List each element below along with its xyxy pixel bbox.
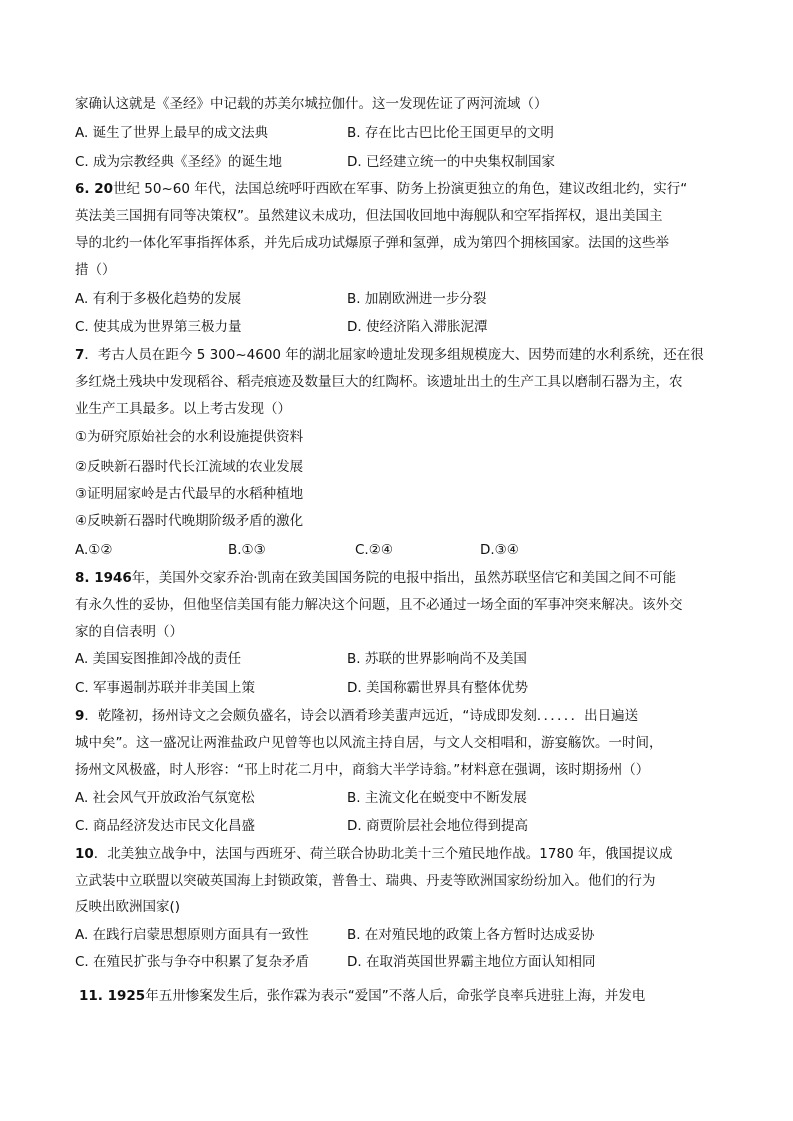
q10-stem-line-2: 立武装中立联盟以突破英国海上封锁政策，普鲁士、瑞典、丹麦等欧洲国家纷纷加入。他们的行为 xyxy=(75,873,656,889)
q10-number: 10 xyxy=(75,846,94,862)
q7-statement-1: ①为研究原始社会的水利设施提供资料 xyxy=(75,429,304,445)
q10-option-b: B. 在对殖民地的政策上各方暂时达成妥协 xyxy=(347,927,595,943)
q9-option-b: B. 主流文化在蜕变中不断发展 xyxy=(347,790,527,806)
q9-stem-line-3: 扬州文风极盛，时人形容：“邗上时花二月中，商翁大半学诗翁。”材料意在强调，该时期扬州（） xyxy=(75,762,650,778)
q7-option-a: A.①② xyxy=(75,542,113,558)
q6-option-b: B. 加剧欧洲进一步分裂 xyxy=(347,291,487,307)
q7-statement-4: ④反映新石器时代晚期阶级矛盾的激化 xyxy=(75,513,304,529)
q7-statement-3: ③证明屈家岭是古代最早的水稻种植地 xyxy=(75,486,304,502)
q8-number: 8. 1946 xyxy=(75,570,132,586)
q11-stem-line-1: 11. 1925年五卅惨案发生后，张作霖为表示“爱国”不落人后，命张学良率兵进驻上海，并发电 xyxy=(79,988,646,1004)
q9-number: 9 xyxy=(75,708,85,724)
q6-stem-line-4: 措（） xyxy=(75,262,116,278)
q8-stem-line-2: 有永久性的妥协，但他坚信美国有能力解决这个问题，且不必通过一场全面的军事冲突来解决。该外交 xyxy=(75,597,683,613)
q7-option-b: B.①③ xyxy=(228,542,266,558)
q7-option-c: C.②④ xyxy=(355,542,393,558)
q6-number: 6. 20 xyxy=(75,181,114,197)
q8-option-a: A. 美国妄图推卸冷战的责任 xyxy=(75,651,242,667)
q5-option-c: C. 成为宗教经典《圣经》的诞生地 xyxy=(75,154,283,170)
q5-option-a: A. 诞生了世界上最早的成文法典 xyxy=(75,125,269,141)
q7-statement-2: ②反映新石器时代长江流域的农业发展 xyxy=(75,459,304,475)
q7-stem-line-1: 7．考古人员在距今 5 300~4600 年的湖北屈家岭遗址发现多组规模庞大、因势而建的水利系统，还在很 xyxy=(75,347,704,363)
q8-option-d: D. 美国称霸世界具有整体优势 xyxy=(347,680,528,696)
q10-option-d: D. 在取消英国世界霸主地位方面认知相同 xyxy=(347,954,596,970)
q8-option-b: B. 苏联的世界影响尚不及美国 xyxy=(347,651,527,667)
q6-option-a: A. 有利于多极化趋势的发展 xyxy=(75,291,242,307)
q6-stem-line-3: 导的北约一体化军事指挥体系，并先后成功试爆原子弹和氢弹，成为第四个拥核国家。法国的这些举 xyxy=(75,235,669,251)
q8-stem-line-1: 8. 1946年，美国外交家乔治·凯南在致美国国务院的电报中指出，虽然苏联坚信它和美国之间不可能 xyxy=(75,570,677,586)
q5-option-b: B. 存在比古巴比伦王国更早的文明 xyxy=(347,125,554,141)
q10-option-a: A. 在践行启蒙思想原则方面具有一致性 xyxy=(75,927,309,943)
q9-stem-line-1: 9．乾隆初，扬州诗文之会颇负盛名，诗会以酒肴珍美蜚声远近，“诗成即发刻．．．．．．出日遍送 xyxy=(75,708,639,724)
q7-number: 7 xyxy=(75,347,85,363)
q6-option-d: D. 使经济陷入滞胀泥潭 xyxy=(347,319,488,335)
q9-option-d: D. 商贾阶层社会地位得到提高 xyxy=(347,818,528,834)
q11-number: 11. 1925 xyxy=(79,988,146,1004)
q9-stem-line-2: 城中矣”。这一盛况让两淮盐政户见曾等也以风流主持自居，与文人交相唱和，游宴觞饮。一时间， xyxy=(75,735,663,751)
q7-option-d: D.③④ xyxy=(480,542,519,558)
q9-option-c: C. 商品经济发达市民文化昌盛 xyxy=(75,818,256,834)
q9-option-a: A. 社会风气开放政治气氛宽松 xyxy=(75,790,255,806)
q7-stem-line-2: 多红烧土残块中发现稻谷、稻壳痕迹及数量巨大的红陶杯。该遗址出土的生产工具以磨制石器为主，农 xyxy=(75,374,683,390)
q6-stem-line-1: 6. 20世纪 50~60 年代，法国总统呼吁西欧在军事、防务上扮演更独立的角色，建议改组北约，实行“ xyxy=(75,181,688,197)
q8-option-c: C. 军事遏制苏联并非美国上策 xyxy=(75,680,256,696)
q6-option-c: C. 使其成为世界第三极力量 xyxy=(75,319,242,335)
q10-stem-line-1: 10．北美独立战争中，法国与西班牙、荷兰联合协助北美十三个殖民地作战。1780 年，俄国提议成 xyxy=(75,846,673,862)
q7-stem-line-3: 业生产工具最多。以上考古发现（） xyxy=(75,401,291,417)
q5-option-d: D. 已经建立统一的中央集权制国家 xyxy=(347,154,555,170)
q5-text-line: 家确认这就是《圣经》中记载的苏美尔城拉伽什。这一发现佐证了两河流域（） xyxy=(75,96,548,112)
q10-option-c: C. 在殖民扩张与争夺中积累了复杂矛盾 xyxy=(75,954,310,970)
q10-stem-line-3: 反映出欧洲国家() xyxy=(75,899,181,915)
q8-stem-line-3: 家的自信表明（） xyxy=(75,624,183,640)
q6-stem-line-2: 英法美三国拥有同等决策权”。虽然建议未成功，但法国收回地中海舰队和空军指挥权，退出美国主 xyxy=(75,208,663,224)
